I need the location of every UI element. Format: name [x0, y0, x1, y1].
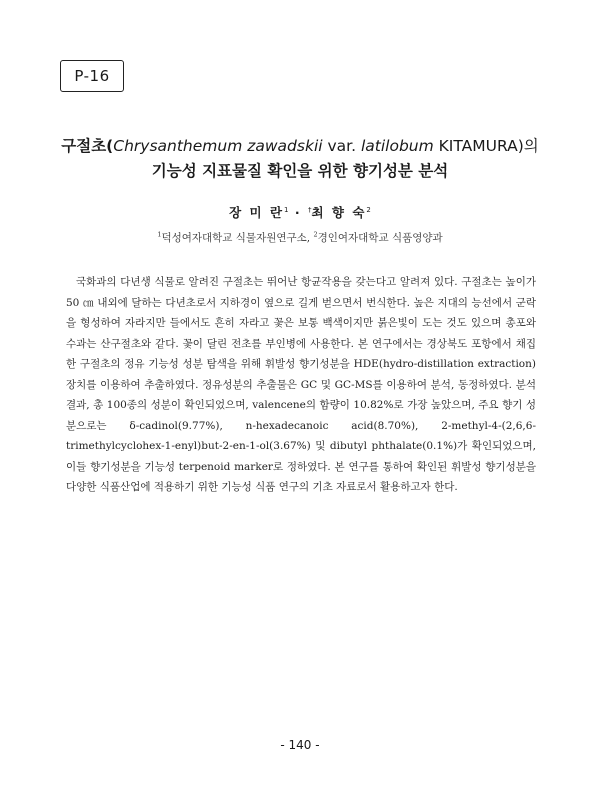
affiliation-1-sup: 1 — [157, 230, 162, 239]
author-2-affil-sup: 2 — [366, 205, 371, 214]
affiliation-2-sup: 2 — [313, 230, 318, 239]
title-prefix: 구절초( — [61, 137, 114, 155]
title-line-1 — [61, 137, 538, 155]
author-2-name: 최 향 숙 — [311, 205, 367, 220]
poster-number-label: P-16 — [60, 60, 124, 92]
page-number: - 140 - — [280, 738, 320, 752]
author-separator: · — [288, 205, 308, 220]
affiliation-2: 경인여자대학교 식품영양과 — [317, 232, 443, 244]
author-list — [50, 203, 550, 221]
title-suffix: KITAMURA)의 — [433, 137, 539, 155]
affiliation-1: 덕성여자대학교 식물자원연구소, — [161, 232, 314, 244]
author-1-name: 장 미 란 — [229, 205, 285, 220]
affiliations — [50, 230, 550, 245]
title-line-2: 기능성 지표물질 확인을 위한 향기성분 분석 — [151, 162, 449, 180]
corresponding-author-mark: † — [307, 205, 312, 214]
title-species: Chrysanthemum zawadskii — [113, 137, 323, 155]
abstract-text: 국화과의 다년생 식물로 알려진 구절초는 뛰어난 항균작용을 갖는다고 알려져 있다. 구절초는 높이가 50 ㎝ 내외에 달하는 다년초로서 지하경이 옆으로 길게 벋으면서 번식한다. 높은 지대의 능선에서 군락을 형성하여 자라지만 들에서도 흔히 자라고 꽃은 보통 백색이지만 붉은빛이 도는 것도 있으며 총포와 수과는 산구절초와 같다. 꽃이 달린 전초를 부인병에 사용한다. 본 연구에서는 경상북도 포항에서 채집한 구절초의 정유 기능성 성분 탐색을 위해 휘발성 향기성분을 HDE(hydro-distillation extraction) 장치를 이용하여 추출하였다. 정유성분의 추출물은 GC 및 GC-MS를 이용하여 분석, 동정하였다. 분석 결과, 총 100종의 성분이 확인되었으며, valencene의 함량이 10.82%로 가장 높았으며, 주요 향기 성분으로는 δ-cadinol(9.77%), n-hexadecanoic acid(8.70%), 2-methyl-4-(2,6,6-trimethylcyclohex-1-enyl)but-2-en-1-ol(3.67%) 및 dibutyl phthalate(0.1%)가 확인되었으며, 이들 향기성분을 기능성 terpenoid marker로 정하였다. 본 연구를 통하여 확인된 휘발성 향기성분을 다양한 식품산업에 적용하기 위한 기능성 식품 연구의 기초 자료로서 활용하고자 한다. — [66, 276, 536, 493]
author-1-affil-sup: 1 — [284, 205, 289, 214]
title-variety: latilobum — [360, 137, 434, 155]
title-var-word: var. — [322, 137, 361, 155]
paper-title — [50, 134, 550, 184]
